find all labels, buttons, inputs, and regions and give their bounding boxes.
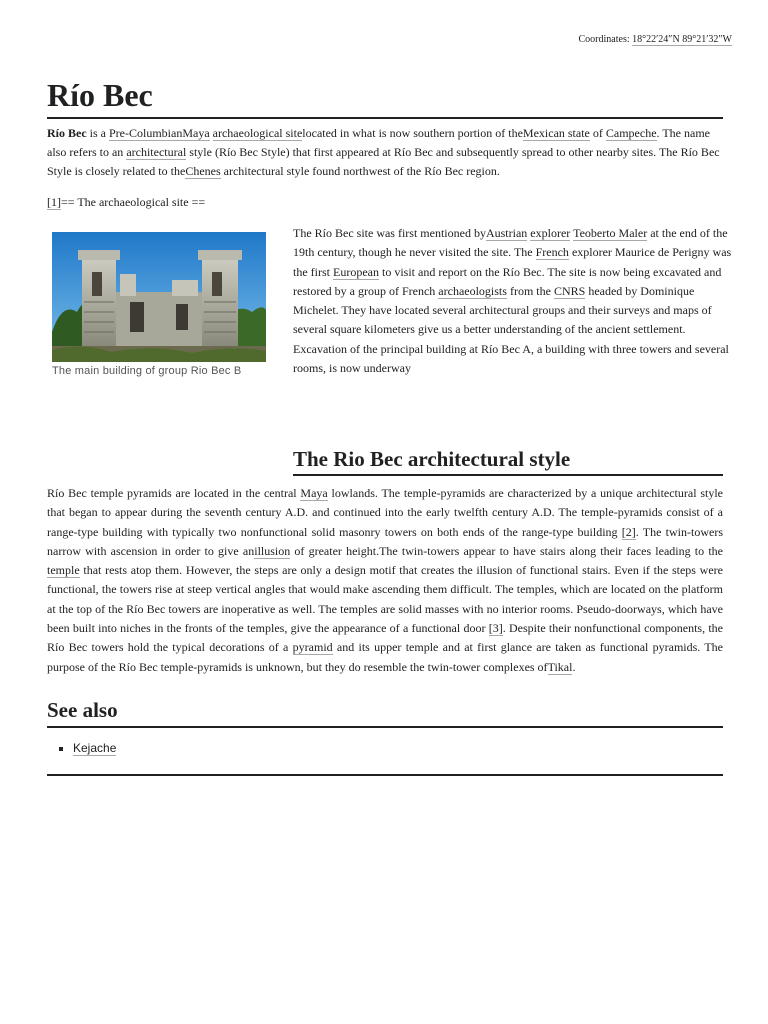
intro-text: . The name also refers to an [47,126,710,159]
site-text: The Río Bec site was first mentioned by [293,226,486,240]
figure [52,232,268,377]
reference-link-2[interactable]: [2] [621,524,636,539]
site-text: headed by Dominique Michelet. They have located several architectural groups and their surveys and maps of several square kilometers give us a better understanding of the ancient settlement. Excavation of the principal building at Río Bec A, a building with three towers and several rooms, is now underway [293,283,729,376]
reference-line-text: == The archaeological site == [61,195,206,209]
intro-text: located in what is now southern portion of the [302,126,523,140]
intro-text: is a [86,126,109,140]
reference-link-3[interactable]: [3] [488,621,503,636]
arch-text: and its upper temple and at first glance are taken as functional pyramids. The purpose of the Río Bec temple-pyramids is unknown, but they do resemble the twin-tower complexes of [47,640,723,674]
arch-text: of greater height.The twin-towers appear to have stairs along their faces leading to the [290,543,723,558]
link-cnrs[interactable]: CNRS [553,283,586,298]
site-text: to visit and report on the Río Bec. The site is now being excavated and restored by a group of French [293,264,722,298]
link-maya-lowlands[interactable]: Maya [300,486,328,500]
list-item [73,740,723,756]
coordinates-link[interactable]: 18°22′24″N 89°21′32″W [632,34,732,45]
rio-bec-photo[interactable] [52,232,266,362]
site-paragraph [293,224,733,378]
coordinates [579,34,732,45]
link-french[interactable]: French [535,245,569,260]
link-mexican-state[interactable]: Mexican state [522,126,590,140]
link-illusion[interactable]: illusion [254,543,291,558]
arch-text: lowlands. The temple-pyramids are characterized by a unique architectural style that began to appear during the seventh century A.D. and continued into the early twelfth century A.D. The temple-pyramids consist of a range-type building with typically two nonfunctional solid masonry towers on both ends of the range-type building [47,486,723,539]
link-campeche[interactable]: Campeche [605,126,657,140]
figure-caption: The main building of group Rio Bec B [52,365,242,377]
link-tikal[interactable]: Tikal [547,659,573,674]
page-title: Río Bec [47,76,723,119]
link-european[interactable]: European [333,264,379,279]
link-archaeological-site[interactable]: archaeological site [212,126,303,140]
link-architectural[interactable]: architectural [126,145,187,159]
link-maya[interactable]: Maya [182,126,210,140]
intro-bold-term: Río Bec [47,126,87,140]
see-also-list [47,740,723,756]
site-text: at the end of the 19th century, though he never visited the site. The [293,226,728,260]
link-kejache[interactable]: Kejache [73,740,117,755]
intro-text: architectural style found northwest of the Río Bec region. [220,164,500,178]
link-archaeologists[interactable]: archaeologists [438,283,507,298]
link-chenes[interactable]: Chenes [185,164,221,178]
link-teoberto-maler[interactable]: Teoberto Maler [573,226,648,240]
article-content [47,76,732,776]
section-heading-architectural-style: The Rio Bec architectural style [293,446,723,476]
link-pyramid[interactable]: pyramid [292,640,333,655]
arch-text: . [572,659,576,674]
coordinates-label: Coordinates: [578,34,630,45]
link-austrian[interactable]: Austrian [485,226,528,240]
arch-text: . Despite their nonfunctional components, the Río Bec towers hold the typical decorations of a [47,621,723,655]
link-explorer[interactable]: explorer [530,226,571,240]
arch-text: . The twin-towers narrow with ascension in order to give an [47,524,724,558]
link-pre-columbian[interactable]: Pre-Columbian [109,126,183,140]
architecture-paragraph [47,484,723,677]
arch-text: Río Bec temple pyramids are located in the central [47,486,301,500]
link-temple[interactable]: temple [47,563,80,578]
intro-text: style (Río Bec Style) that first appeared at Río Bec and subsequently spread to other nearby sites. The Río Bec Style is closely related to the [47,145,720,178]
divider [47,774,723,776]
site-text: explorer Maurice de Perigny was the first [293,245,732,279]
reference-line [47,193,723,212]
intro-text: of [589,126,606,140]
intro-paragraph [47,124,723,181]
reference-link-1[interactable]: [1] [47,195,61,209]
arch-text: that rests atop them. However, the steps are only a design motif that creates the illusion of functional stairs. Even if the steps were functional, the towers rise at steep vertical angles that would make ascending them difficult. The temples, which are located on the platform at the top of the Río Bec towers are inoperative as well. The temples are solid masses with no interior rooms. Pseudo-doorways, which have been built into niches in the fronts of the temples, give the appearance of a functional door [47,563,723,636]
section-heading-see-also: See also [47,697,723,728]
site-section [47,224,732,446]
site-text: from the [506,283,554,298]
